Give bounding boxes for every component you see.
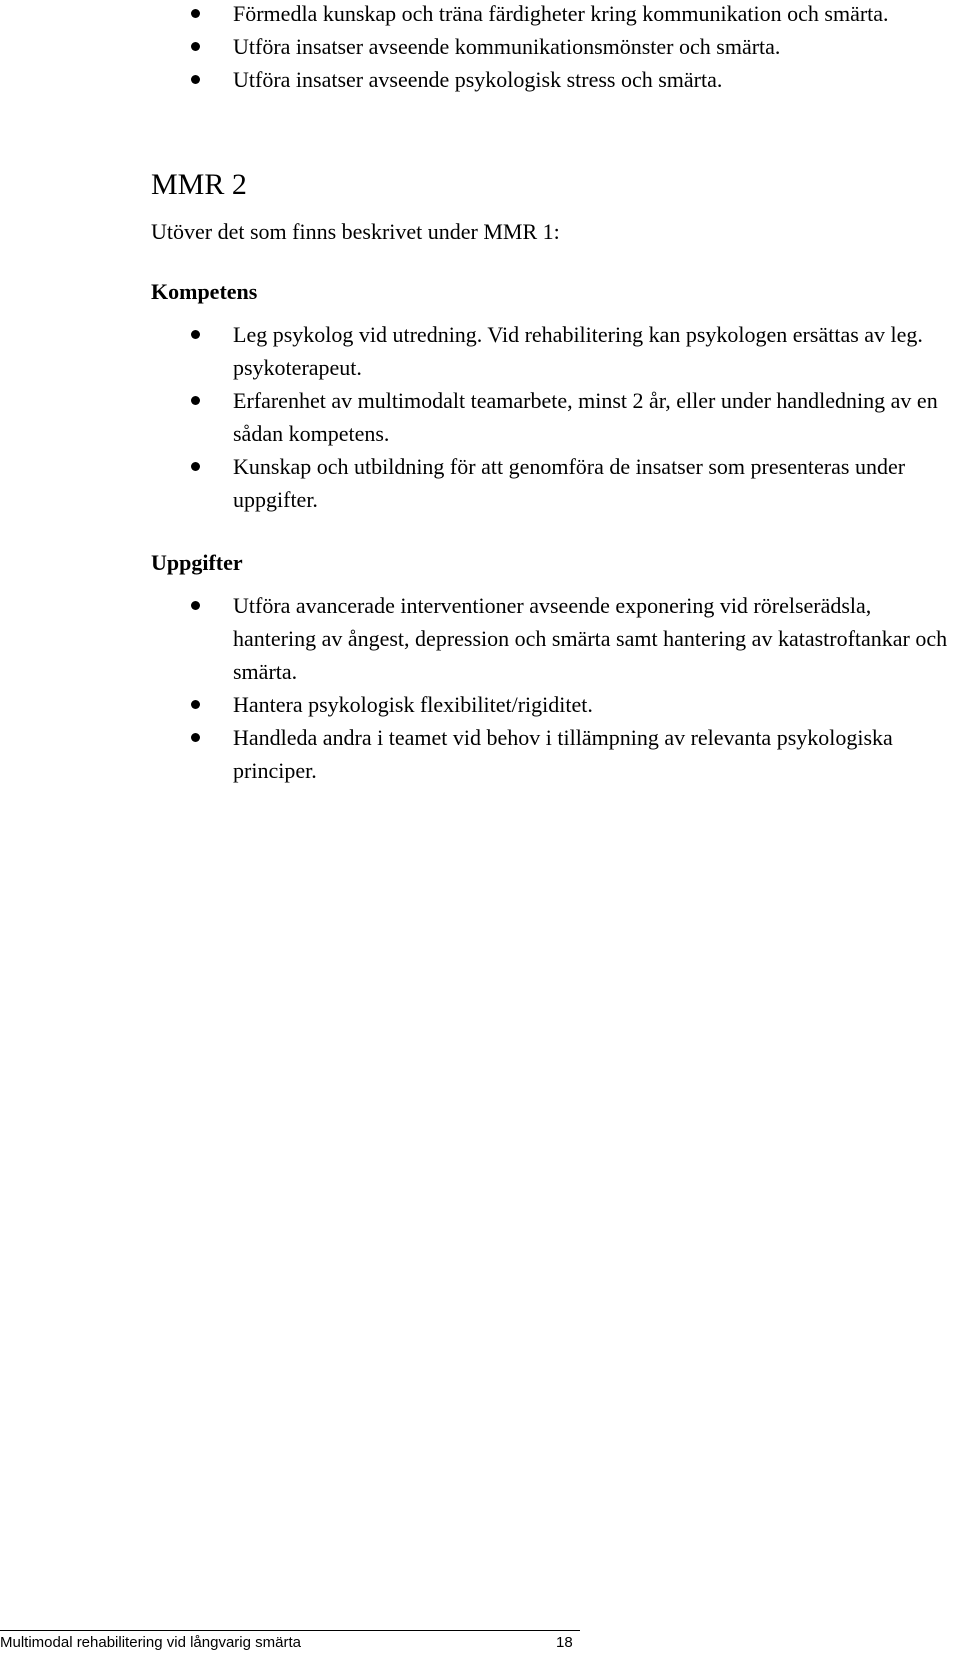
uppgifter-heading: Uppgifter [151,550,243,575]
bullet-icon [191,75,200,84]
list-item-text: Leg psykolog vid utredning. Vid rehabilitering kan psykologen ersättas av leg. psykoterapeut. [233,322,923,380]
kompetens-heading: Kompetens [151,279,258,304]
uppgifter-list [0,589,960,787]
list-item-text: Utföra insatser avseende psykologisk stress och smärta. [233,67,723,92]
list-item-text: Hantera psykologisk flexibilitet/rigiditet. [233,692,593,717]
bullet-icon [191,733,200,742]
list-item [0,688,953,721]
list-item [0,589,953,688]
list-item [0,30,953,63]
page-footer [0,1630,960,1654]
section-title: MMR 2 [151,168,247,201]
list-item [0,63,953,96]
bullet-list-top [0,0,960,96]
bullet-icon [191,601,200,610]
intro-text: Utöver det som finns beskrivet under MMR 1: [151,219,560,244]
list-item-text: Utföra insatser avseende kommunikationsmönster och smärta. [233,34,781,59]
list-item-text: Handleda andra i teamet vid behov i tillämpning av relevanta psykologiska principer. [233,725,893,783]
bullet-icon [191,42,200,51]
bullet-icon [191,462,200,471]
list-item-text: Erfarenhet av multimodalt teamarbete, minst 2 år, eller under handledning av en sådan kompetens. [233,388,938,446]
bullet-icon [191,700,200,709]
footer-divider [0,1630,580,1631]
list-item [0,0,953,30]
list-item [0,318,953,384]
list-item-text: Kunskap och utbildning för att genomföra de insatser som presenteras under uppgifter. [233,454,906,512]
list-item-text: Utföra avancerade interventioner avseende exponering vid rörelserädsla, hantering av ångest, depression och smärta samt hantering av katastroftankar och smärta. [233,593,948,684]
list-item [0,384,953,450]
list-item [0,721,953,787]
list-item [0,450,953,516]
list-item-text: Förmedla kunskap och träna färdigheter kring kommunikation och smärta. [233,1,889,26]
bullet-icon [191,9,200,18]
footer-title: Multimodal rehabilitering vid långvarig smärta [0,1634,301,1651]
kompetens-list [0,318,960,516]
bullet-icon [191,330,200,339]
bullet-icon [191,396,200,405]
page-number: 18 [556,1634,573,1651]
